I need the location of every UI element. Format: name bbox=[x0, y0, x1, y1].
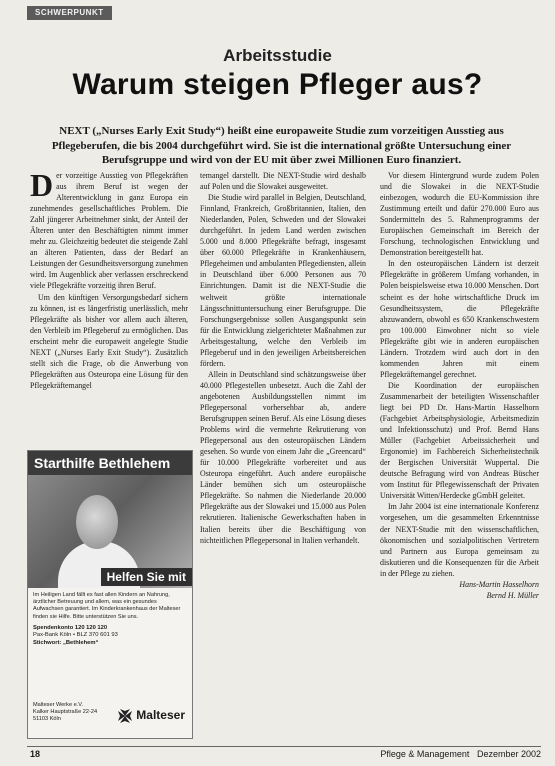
paragraph: Die Studie wird parallel in Belgien, Deutschland, Finnland, Frankreich, Großbritannien, Italien, den Niederlanden, Polen, Schweden und der Slowakei durchgeführt. In jedem Land werden zwischen 5.000 und 8.000 Pflegekräfte befragt, insgesamt über 60.000 Pflegekräfte in Krankenhäusern, Pflegeheimen und ambulanten Pflegediensten, allein in Deutschland über 6.000 Personen aus 70 Einrichtungen. Damit ist die NEXT-Studie die weltweit größte internationale Längsschnittuntersuchung einer Berufsgruppe. Die Forschungsergebnisse sollen Ausgangspunkt sein für die Entwicklung zielgerichteter Maßnahmen zur Arbeitsgestaltung, welche den Verbleib im Pflegeberuf und in den jeweiligen Arbeitsbereichen fördern. bbox=[200, 193, 366, 368]
paragraph: Die Koordination der europäischen Zusammenarbeit der beteiligten Wissenschaftler liegt bei PD Dr. Hans-Martin Hasselhorn (Fachgebiet Arbeitsphysiologie, Arbeitsmedizin und Infektionsschutz) und Prof. Bernd Hans Müller (Fachgebiet Arbeitssicherheit und Ergonomie) im Fachbereich Sicherheitstechnik der Bergischen Universität Wuppertal. Die deutsche Befragung wird von Andreas Büscher vom Institut für Pflegewissenschaft der Privaten Universität Witten/Herdecke gGmbH geleitet. bbox=[380, 380, 539, 501]
paragraph: Im Jahr 2004 ist eine internationale Konferenz vorgesehen, um die gesammelten Erkenntnisse der NEXT-Studie mit den wissenschaftlichen, ökonomischen und sozialpolitischen Vertretern und Partnern aus Europa gemeinsam zu diskutieren und die Konsequenzen für die Arbeit in der Pflege zu ziehen. bbox=[380, 502, 539, 578]
ad-footer bbox=[33, 702, 187, 732]
author-signature: Bernd H. Müller bbox=[486, 590, 539, 600]
article-column-2 bbox=[200, 170, 366, 725]
paragraph: Allein in Deutschland sind schätzungsweise über 40.000 Pflegestellen unbesetzt. Auch die Zahl der angebotenen Ausbildungsstellen nimmt im Pflegepersonal vorhersehbar ab, andere Berufsgruppen seinen Beruf. Als eine Lösung dieses Problems wird die vermehrte Rekrutierung von Pflegepersonal aus den osteuropäischen Ländern gesehen. So wurde von einem Jahr die „Greencard“ für 10.000 Pflegekräfte vorbereitet und aus Osteuropa eingeführt. Auch andere europäische Länder bemühen sich um osteuropäische Pflegekräfte. So nahmen die Niederlande 20.000 Pflegekräfte aus der Slowakei und 15.000 aus Polen rekrutieren. Italienische Gewerkschaften haben in Italien bereits über die Beschäftigung von nichteitlichen Pflegepersonal in Italien verhandelt. bbox=[200, 369, 366, 545]
overtitle: Arbeitsstudie bbox=[223, 46, 332, 65]
paragraph-text: er vorzeitige Ausstieg von Pflegekräften aus ihrem Beruf ist wegen der Alterentwicklung in ganz Europa ein zunehmendes gesellschaftliches Problem. Die Zahl jüngerer Arbeitnehmer sinkt, der Anteil der Älteren unter den Beschäftigten nimmt immer mehr zu. Gleichzeitig bedeutet die steigende Zahl an älteren Patienten, dass der Bedarf an Leistungen der Gesundheitsversorgung zunehmen wird. Im Augenblick aber verlassen erschreckend viele Pflegekräfte vorzeitig ihren Beruf. bbox=[30, 171, 188, 291]
author-signature: Hans-Martin Hasselhorn bbox=[459, 579, 539, 589]
page-number: 18 bbox=[30, 749, 41, 759]
charity-advertisement bbox=[27, 450, 193, 739]
footer-divider bbox=[27, 746, 541, 747]
address-line: Kalker Hauptstraße 22-24 bbox=[33, 709, 98, 716]
magazine-name: Pflege & Management bbox=[380, 749, 470, 759]
malteser-logo bbox=[117, 708, 185, 724]
address-line: Malteser Werke e.V. bbox=[33, 702, 84, 708]
paragraph: In den osteuropäischen Ländern ist derzeit Pflegekräfte in größerem Umfang vorhanden, in Polen beispielsweise etwa 10.000 Menschen. Dort scheint es der hohe wirtschaftliche Druck im Gesundheitssystem, die Pflegekräfte abzuwandern, obwohl es 650 Krankenschwestern pro 100.000 Einwohner nicht so viele Pflegekräfte gibt wie in anderen europäischen Ländern. Trotzdem wird auch dort in den kommenden Jahren mit einem Pflegekräftemangel gerechnet. bbox=[380, 259, 539, 379]
photo-face-shape bbox=[76, 495, 118, 549]
address-line: 51103 Köln bbox=[33, 716, 61, 723]
issue-date: Dezember 2002 bbox=[476, 749, 541, 759]
ad-title: Starthilfe Bethlehem bbox=[28, 451, 192, 475]
ad-banner: Helfen Sie mit bbox=[101, 568, 192, 586]
paragraph: Vor diesem Hintergrund wurde zudem Polen und die Slowakei in die NEXT-Studie einbezogen, wodurch die EU-Kommission ihre Zustimmung erteilt und dafür 270.000 Euro aus Sondermitteln des 5. Rahmenprogramms der Europäischen Gemeinschaft im Bereich der Forschung, technologischen Entwicklung und Demonstration bereitgestellt hat. bbox=[380, 171, 539, 258]
ad-child-photo bbox=[28, 475, 192, 588]
section-label: SCHWERPUNKT bbox=[27, 6, 112, 20]
drop-cap: D bbox=[30, 170, 54, 203]
page-title: Warum steigen Pfleger aus? bbox=[72, 68, 483, 101]
ad-bank: Pax-Bank Köln • BLZ 370 601 93 bbox=[33, 632, 118, 639]
ad-donation-account: Spendenkonto 120 120 120 bbox=[33, 624, 108, 631]
magazine-info bbox=[380, 749, 541, 759]
article-column-1 bbox=[30, 170, 188, 456]
ad-body-text: Im Heiligen Land fällt es fast allen Kindern an Nahrung, ärztlicher Betreuung und allem, was ein gesundes Aufwachsen garantiert. Im Kinderkrankenhaus der Malteser finden sie Hilfe. Bitte unterstützen Sie uns. bbox=[33, 592, 181, 620]
logo-text: Malteser bbox=[136, 708, 185, 723]
paragraph: Um den künftigen Versorgungsbedarf sichern zu können, ist es längerfristig unerlässlich, mehr Pflegekräfte als bisher vor allem auch älteren, den Verbleib im Pflegeberuf zu ermöglichen. Das erscheint mehr die europaweit angelegte Studie NEXT („Nurses Early Exit Study“). Zusätzlich stellt sich die Frage, ob die Anwerbung von Pflegekräften aus Osteuropa eine Lösung für den Pflegekräftemangel bbox=[30, 292, 188, 390]
article-column-3 bbox=[380, 170, 539, 725]
maltese-cross-icon bbox=[117, 708, 133, 724]
paragraph bbox=[30, 170, 188, 292]
ad-keyword: Stichwort: „Bethlehem“ bbox=[33, 639, 99, 646]
lead-paragraph: NEXT („Nurses Early Exit Study“) heißt eine europaweite Studie zum vorzeitigen Ausstieg aus Pflegeberufen, die bis 2004 durchgeführt wird. Sie ist die international größte Untersuchung einer Berufsgruppe und wird von der EU mit über zwei Millionen Euro finanziert. bbox=[51, 125, 512, 166]
paragraph: temangel darstellt. Die NEXT-Studie wird deshalb auf Polen und die Slowakei ausgeweitet. bbox=[200, 171, 366, 192]
